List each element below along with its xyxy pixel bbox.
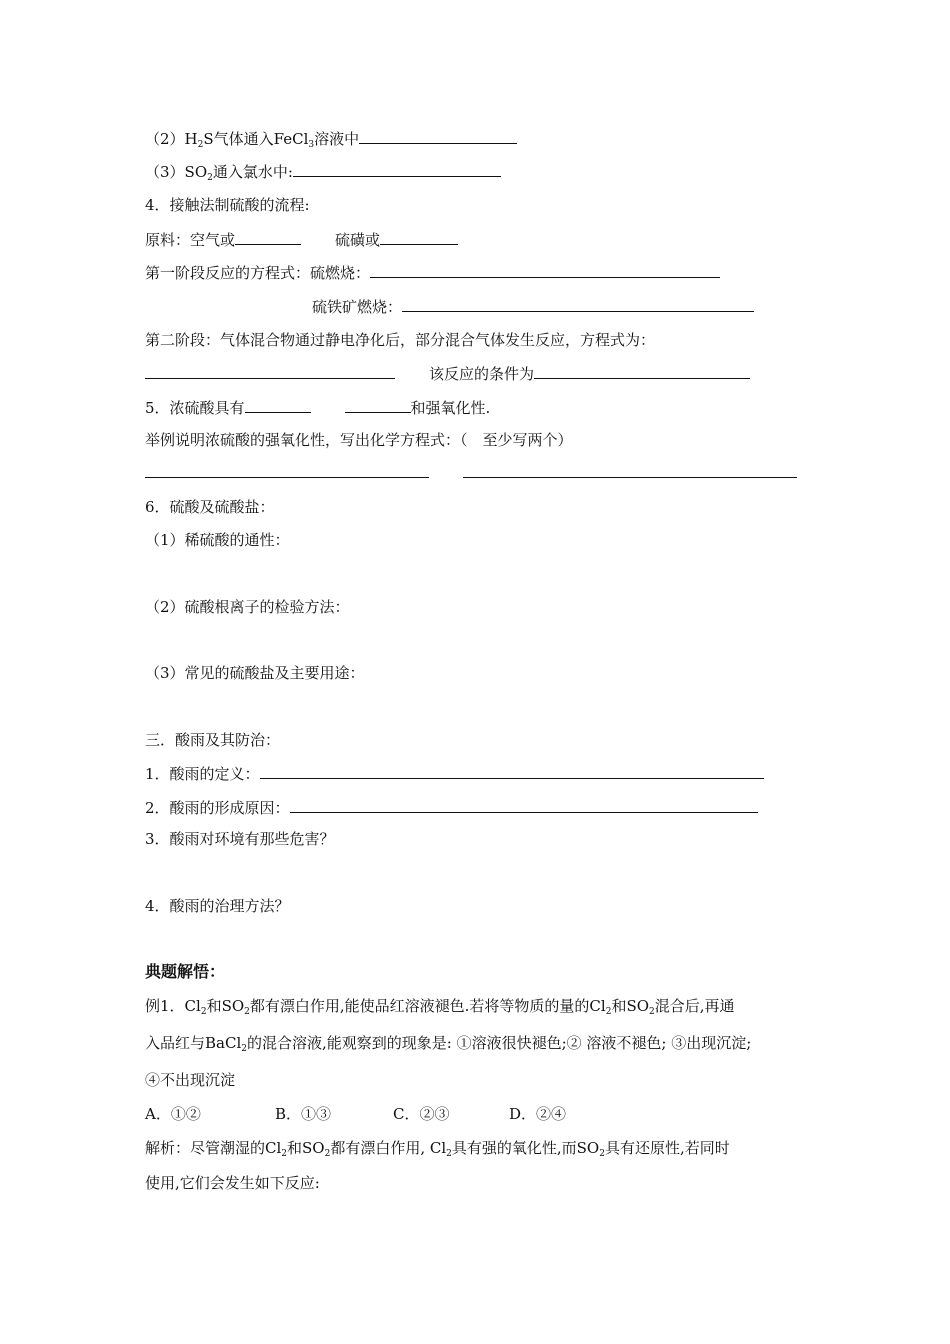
section-acid-rain: 三．酸雨及其防治： (145, 731, 281, 749)
stage-two-answer-line: 该反应的条件为 (145, 363, 750, 384)
answer-blank[interactable] (235, 229, 301, 245)
answer-blank[interactable] (260, 763, 764, 779)
answer-blank[interactable] (402, 296, 754, 312)
section-sulfuric-acid-salts: 6．硫酸及硫酸盐： (145, 498, 275, 516)
question-acid-rain-definition: 1．酸雨的定义： (145, 763, 764, 784)
answer-blank[interactable] (380, 229, 458, 245)
question-acid-rain-treatment: 4．酸雨的治理方法？ (145, 897, 290, 915)
question-sulfate-test: （2）硫酸根离子的检验方法： (145, 598, 350, 616)
answer-blank[interactable] (290, 797, 758, 813)
question-acid-rain-harm: 3．酸雨对环境有那些危害？ (145, 830, 335, 848)
answer-blank[interactable] (345, 397, 411, 413)
option-c[interactable]: C．②③ (393, 1105, 450, 1123)
example1-line3: ④不出现沉淀 (145, 1071, 236, 1089)
answer-blank[interactable] (463, 462, 797, 478)
answer-blank[interactable] (293, 161, 501, 177)
stage-two-line: 第二阶段：气体混合物通过静电净化后，部分混合气体发生反应，方程式为： (145, 331, 656, 349)
answer-blank[interactable] (534, 363, 750, 379)
question-oxidation-example: 举例说明浓硫酸的强氧化性，写出化学方程式：（ 至少写两个） (145, 431, 573, 449)
option-a[interactable]: A．①② (145, 1105, 201, 1123)
example1-line1: 例1．$Cl_2$和$SO_2$都有漂白作用,能使品红溶液褪色.若将等物质的量的$Cl_2$和$SO_2$混合后,再通 (145, 997, 735, 1017)
section-heading-examples: 典题解悟： (145, 962, 226, 981)
answer-options (145, 1104, 566, 1124)
question-acid-rain-cause: 2．酸雨的形成原因： (145, 797, 758, 818)
section-contact-process: 4．接触法制硫酸的流程: (145, 196, 310, 214)
stage-one-sulfur-line: 第一阶段反应的方程式：硫燃烧： (145, 262, 720, 283)
analysis-line2: 使用,它们会发生如下反应: (145, 1174, 320, 1192)
equation-blanks-line (145, 462, 797, 483)
raw-materials-line: 原料：空气或 硫磺或 (145, 229, 458, 250)
option-d[interactable]: D．②④ (509, 1105, 567, 1123)
answer-blank[interactable] (245, 397, 311, 413)
answer-blank[interactable] (145, 462, 429, 478)
stage-one-pyrite-line: 硫铁矿燃烧： (312, 296, 754, 317)
answer-blank[interactable] (359, 128, 517, 144)
question-so2-chlorine-water: $(3)SO_2$通入氯水中: (145, 161, 501, 182)
question-sulfate-uses: （3）常见的硫酸盐及主要用途： (145, 664, 365, 682)
answer-blank[interactable] (145, 363, 395, 379)
analysis-line1: 解析：尽管潮湿的$Cl_2$和$SO_2$都有漂白作用, $Cl_2$具有强的氧化性,而$SO_2$具有还原性,若同时 (145, 1139, 730, 1159)
question-h2s-fecl3: $(2)H_2S$气体通入FeCl$_3$溶液中 (145, 128, 517, 149)
option-b[interactable]: B．①③ (275, 1105, 332, 1123)
question-conc-sulfuric-acid: 5．浓硫酸具有 和强氧化性. (145, 399, 491, 417)
answer-blank[interactable] (370, 262, 720, 278)
example1-line2: 入品红与BaCl$_2$的混合溶液,能观察到的现象是: ①溶液很快褪色;② 溶液不褪色; ③出现沉淀; (145, 1034, 752, 1054)
question-dilute-acid: （1）稀硫酸的通性： (145, 531, 290, 549)
